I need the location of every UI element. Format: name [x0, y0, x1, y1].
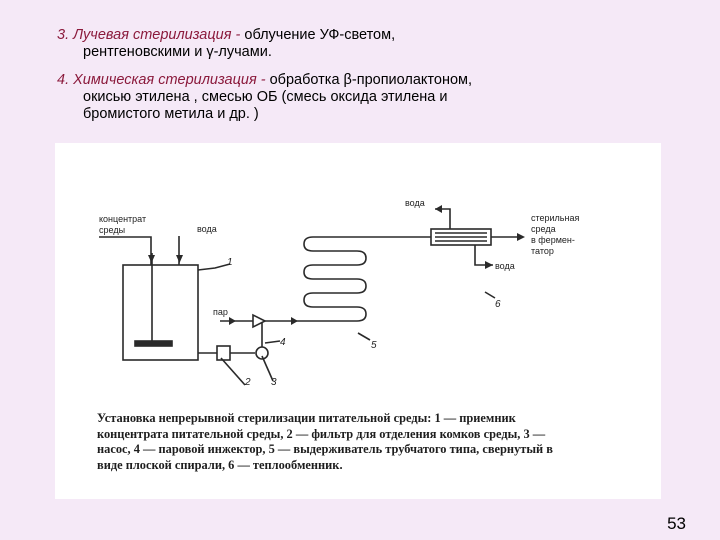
caption-line: Установка непрерывной стерилизации питательной среды: 1 — приемник: [97, 411, 516, 425]
arrow-head: [148, 255, 155, 263]
leader-line-1: [198, 264, 230, 270]
steam-injector: [253, 315, 265, 327]
arrow-head: [435, 205, 442, 213]
exchanger-water-outlet: [475, 245, 493, 265]
number-4: 4: [280, 337, 286, 348]
filter: [217, 346, 230, 360]
label-sterile-2: среда: [531, 224, 556, 234]
leader-line-6: [485, 292, 495, 298]
number-3: 3: [271, 377, 277, 388]
label-sterile-1: стерильная: [531, 213, 580, 223]
page-number: 53: [667, 514, 686, 533]
leader-line-2: [221, 358, 245, 385]
sterilization-diagram-figure: [55, 143, 661, 499]
arrow-head: [291, 317, 298, 325]
number-5: 5: [371, 340, 377, 351]
leader-line-5: [358, 333, 370, 340]
term-title: 4. Химическая стерилизация: [57, 72, 257, 88]
exchanger-water-inlet: [435, 209, 450, 229]
number-1: 1: [227, 257, 233, 268]
label-medium: среды: [99, 225, 126, 235]
paragraph-chemical-sterilization: [57, 72, 472, 123]
term-title: 3. Лучевая стерилизация: [57, 27, 232, 43]
holding-coil: [297, 237, 366, 321]
paragraph-line: рентгеновскими и γ-лучами.: [83, 44, 272, 60]
paragraph-line: окисью этилена , смесью ОБ (смесь оксида этилена и: [83, 89, 448, 105]
caption-line: насос, 4 — паровой инжектор, 5 — выдерживатель трубчатого типа, свернутый в: [97, 442, 553, 456]
paragraph-line: бромистого метила и др. ): [83, 106, 259, 122]
stirrer-blade: [135, 341, 172, 346]
label-steam: пар: [213, 307, 228, 317]
figure-caption: [97, 411, 657, 473]
label-concentrate: концентрат: [99, 214, 147, 224]
label-water-tank: вода: [197, 224, 217, 234]
term-definition: обработка β-пропиолактоном,: [269, 72, 473, 88]
arrow-head: [176, 255, 183, 263]
paragraph-line: [57, 72, 472, 89]
arrow-head: [485, 261, 493, 269]
term-definition: облучение УФ-светом,: [244, 27, 396, 43]
caption-line: виде плоской спирали, 6 — теплообменник.: [97, 457, 343, 472]
paragraph-radiation-sterilization: [57, 27, 395, 61]
label-sterile-4: татор: [531, 246, 554, 256]
arrow-head: [229, 317, 236, 325]
term-dash: -: [256, 72, 270, 88]
concentrate-inlet-pipe: [99, 237, 151, 265]
caption-line: концентрата питательной среды, 2 — фильтр для отделения комков среды, 3 —: [97, 426, 546, 441]
number-6: 6: [495, 299, 501, 310]
label-water-exchanger-in: вода: [405, 198, 425, 208]
number-2: 2: [245, 377, 251, 388]
paragraph-line: [57, 27, 395, 44]
leader-line-4: [265, 341, 280, 343]
label-water-exchanger-out: вода: [495, 261, 515, 271]
label-sterile-3: в фермен-: [531, 235, 575, 245]
term-dash: -: [231, 27, 245, 43]
arrow-head: [517, 233, 525, 241]
